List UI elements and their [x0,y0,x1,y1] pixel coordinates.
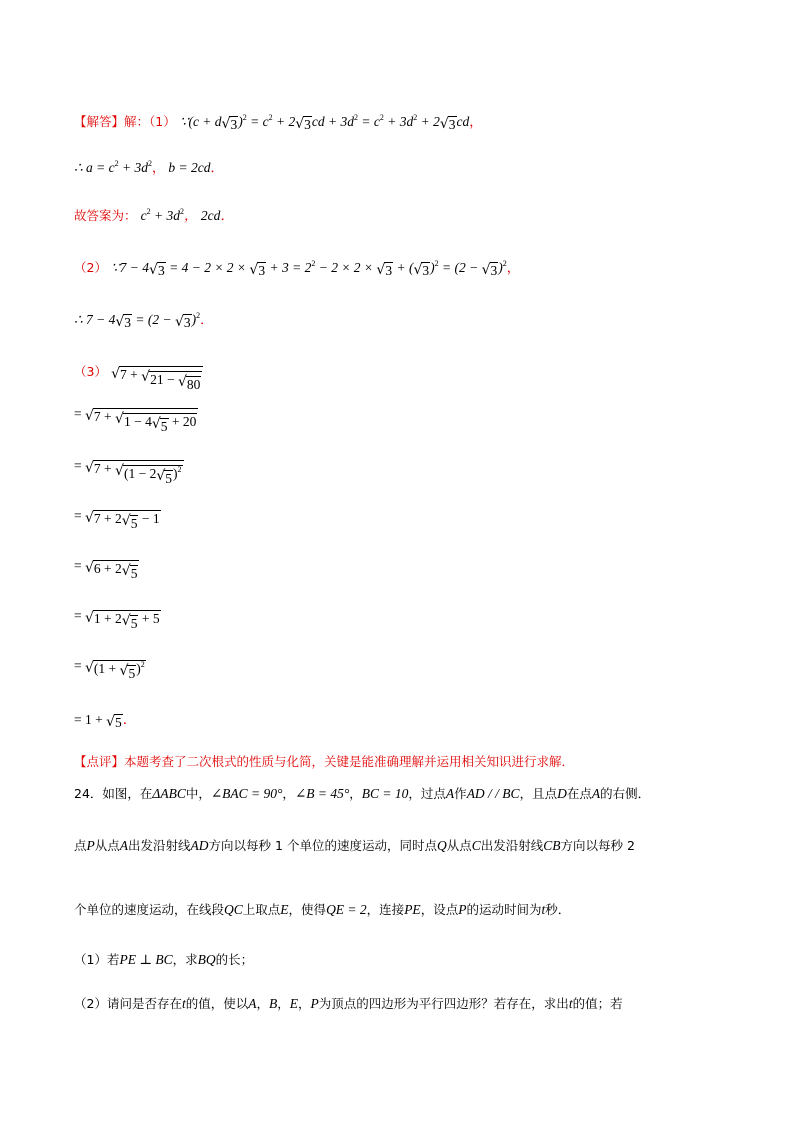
step-5: = √ 1 + 2 √ 5 + 5 [74,608,160,631]
answer-value: $c^2 + 3d^2$， 2cd． [140,207,234,223]
solution-part1-line: 【解答】解：（1） ∵(c + d √ 3 )$^2 = c^2 + 2$ √ 3 cd + $3d^2 = c^2 + 3d^2 + 2$ √ 3 cd， [74,113,483,132]
part1-equation: ∵(c + d √ 3 )$^2 = c^2 + 2$ √ 3 cd + $3d^2 = c^2 + 3d^2 + 2$ √ 3 cd [179,113,470,132]
comment: 【点评】本题考查了二次根式的性质与化简，关键是能准确理解并运用相关知识进行求解． [74,754,575,769]
step-4: = √ 6 + 2 √ 5 [74,558,138,581]
part2-line: （2） ∵7 − 4 √ 3 = 4 − 2 × 2 × √ 3 + $3 = 2^2 - 2 \times 2$ × √ 3 + ( √ 3 )$^2$ = (2 − √ 3 )$^2$， [74,259,520,278]
answer-line [74,206,234,227]
part1-label: （1） [149,114,176,129]
part3-line [74,362,203,393]
part2-result: ∴ 7 − 4 √ 3 = (2 − √ 3 )$^2$． [74,311,214,330]
question24-line2: 点P从点A出发沿射线AD方向以每秒 1 个单位的速度运动，同时点Q从点C出发沿射线CB方向以每秒 2 [74,838,635,853]
part3-expression: √ 7 + √ 21 − √ 80 [111,364,203,379]
step-6: = √ (1 + √ 5 )$^2$ [74,658,145,681]
question24-sub1: （1）若PE ⊥ BC，求BQ的长； [74,952,254,967]
step-1: = √ 7 + √ 1 − 4 √ 5 + 20 [74,406,197,434]
part3-label: （3） [74,364,107,379]
answer-label: 故答案为： [74,208,137,223]
step-3: = √ 7 + 2 √ 5 − 1 [74,508,160,531]
part1-result: ∴ $a = c^2 + 3d^2$， b = 2cd． [74,159,224,176]
part2-label: （2） [74,260,107,275]
question24-line3: 个单位的速度运动，在线段QC上取点E，使得QE = 2，连接PE，设点P的运动时间为t秒． [74,902,571,917]
question24-line1: 24．如图，在ΔABC中，∠BAC = 90°，∠B = 45°，BC = 10，过点A作AD / / BC，且点D在点A的右侧． [74,786,651,801]
step-2: = √ 7 + √ (1 − 2 √ 5 )$^2$ [74,458,182,486]
question24-sub2: （2）请问是否存在t的值，使以A，B，E，P为顶点的四边形为平行四边形？若存在，求出t的值；若 [74,996,623,1011]
part2-equation: ∵7 − 4 √ 3 = 4 − 2 × 2 × √ 3 + $3 = 2^2 - 2 \times 2$ × √ 3 + ( √ 3 )$^2$ = (2 − √ 3 )$^2$ [111,259,507,278]
step-7: = 1 + √ 5 ． [74,712,137,730]
solution-heading: 【解答】解： [74,114,150,129]
